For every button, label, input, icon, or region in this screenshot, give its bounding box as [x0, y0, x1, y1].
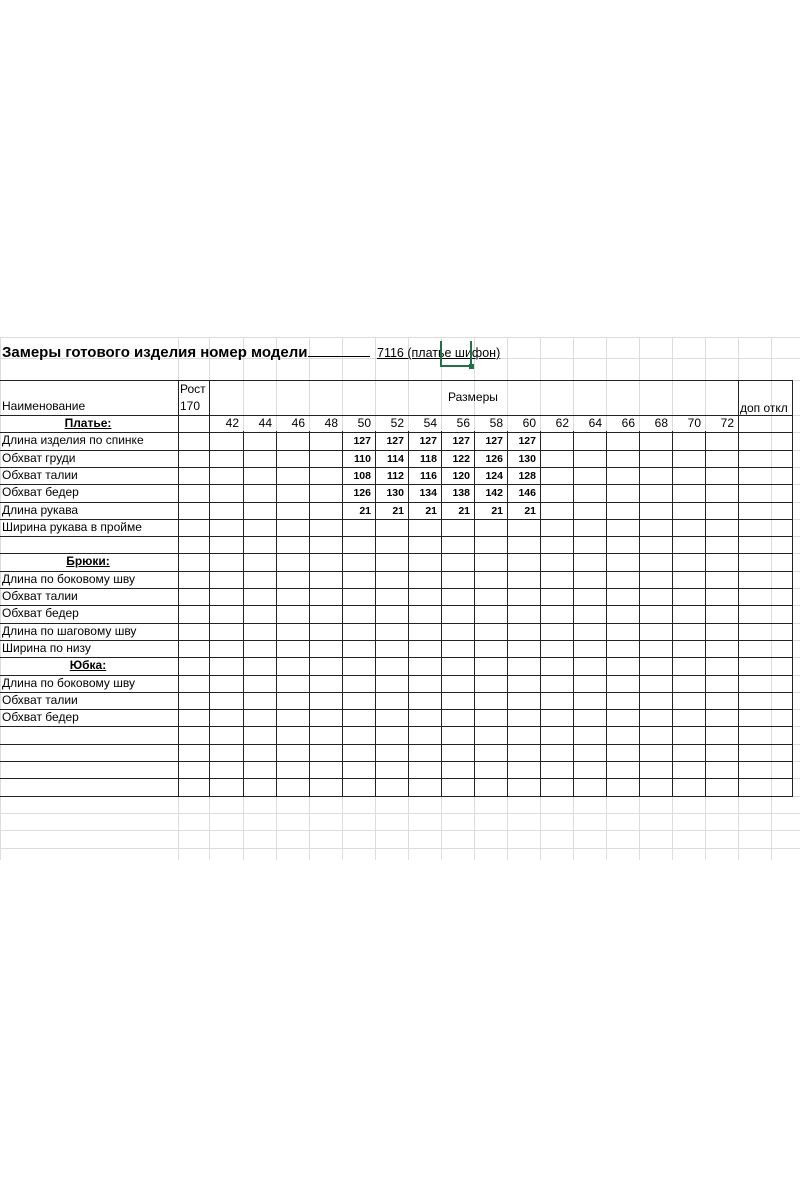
row-label: Обхват груди [2, 451, 76, 465]
row-label: Длина по шаговому шву [2, 624, 137, 638]
row-label: Ширина по низу [2, 641, 91, 655]
measurement-value: 110 [354, 453, 371, 465]
header-extra: доп откл [740, 401, 788, 415]
size-header-64: 64 [588, 416, 602, 430]
measurement-value: 142 [485, 487, 503, 499]
measurement-value: 21 [491, 505, 503, 517]
section-title: Платье: [64, 416, 112, 430]
measurement-value: 122 [452, 453, 470, 465]
header-sizes: Размеры [448, 390, 498, 404]
measurement-value: 108 [353, 470, 371, 482]
row-label: Обхват талии [2, 468, 78, 482]
row-label: Обхват бедер [2, 710, 79, 724]
section-title: Брюки: [66, 554, 110, 568]
measurement-value: 134 [419, 487, 437, 499]
size-header-42: 42 [225, 416, 239, 430]
section-title: Юбка: [69, 658, 107, 672]
row-label: Длина рукава [2, 503, 79, 517]
measurement-value: 127 [485, 435, 503, 447]
row-label: Ширина рукава в пройме [2, 520, 142, 534]
measurement-value: 138 [452, 487, 470, 499]
row-label: Длина изделия по спинке [2, 433, 144, 447]
size-header-44: 44 [258, 416, 272, 430]
measurement-value: 112 [387, 470, 404, 482]
size-header-54: 54 [423, 416, 437, 430]
active-cell-selection[interactable] [440, 341, 472, 367]
measurement-value: 124 [485, 470, 503, 482]
model-name: 7116 (платье шифон) [377, 346, 501, 360]
size-header-56: 56 [456, 416, 470, 430]
size-header-60: 60 [522, 416, 536, 430]
size-header-66: 66 [621, 416, 635, 430]
measurement-value: 127 [452, 435, 470, 447]
size-header-68: 68 [654, 416, 668, 430]
measurement-value: 128 [518, 470, 536, 482]
row-label: Обхват бедер [2, 485, 79, 499]
sheet-title-text: Замеры готового изделия номер модели [2, 344, 308, 361]
measurement-value: 126 [485, 453, 503, 465]
size-header-58: 58 [489, 416, 503, 430]
measurement-value: 21 [524, 505, 536, 517]
size-header-62: 62 [555, 416, 569, 430]
measurement-value: 118 [420, 453, 437, 465]
measurement-value: 21 [425, 505, 437, 517]
sheet-title [2, 343, 370, 361]
header-rost-value: 170 [180, 399, 201, 413]
row-label: Длина по боковому шву [2, 676, 135, 690]
measurement-value: 130 [518, 453, 536, 465]
measurement-value: 127 [518, 435, 536, 447]
size-header-50: 50 [357, 416, 371, 430]
measurement-value: 127 [419, 435, 437, 447]
size-header-70: 70 [687, 416, 701, 430]
row-label: Длина по боковому шву [2, 572, 135, 586]
model-number-blank [308, 343, 370, 357]
measurement-value: 126 [353, 487, 371, 499]
measurement-value: 21 [359, 505, 371, 517]
measurement-value: 127 [353, 435, 371, 447]
measurement-value: 114 [387, 453, 404, 465]
measurement-value: 21 [392, 505, 404, 517]
measurement-value: 116 [420, 470, 437, 482]
measurement-value: 130 [386, 487, 404, 499]
row-label: Обхват бедер [2, 606, 79, 620]
measurement-value: 127 [386, 435, 404, 447]
size-header-52: 52 [390, 416, 404, 430]
size-header-48: 48 [324, 416, 338, 430]
size-header-46: 46 [291, 416, 305, 430]
header-name: Наименование [2, 399, 86, 413]
measurement-value: 120 [452, 470, 470, 482]
row-label: Обхват талии [2, 693, 78, 707]
measurement-value: 21 [458, 505, 470, 517]
header-rost: Рост [180, 382, 206, 396]
measurement-value: 146 [518, 487, 536, 499]
row-label: Обхват талии [2, 589, 78, 603]
size-header-72: 72 [720, 416, 734, 430]
